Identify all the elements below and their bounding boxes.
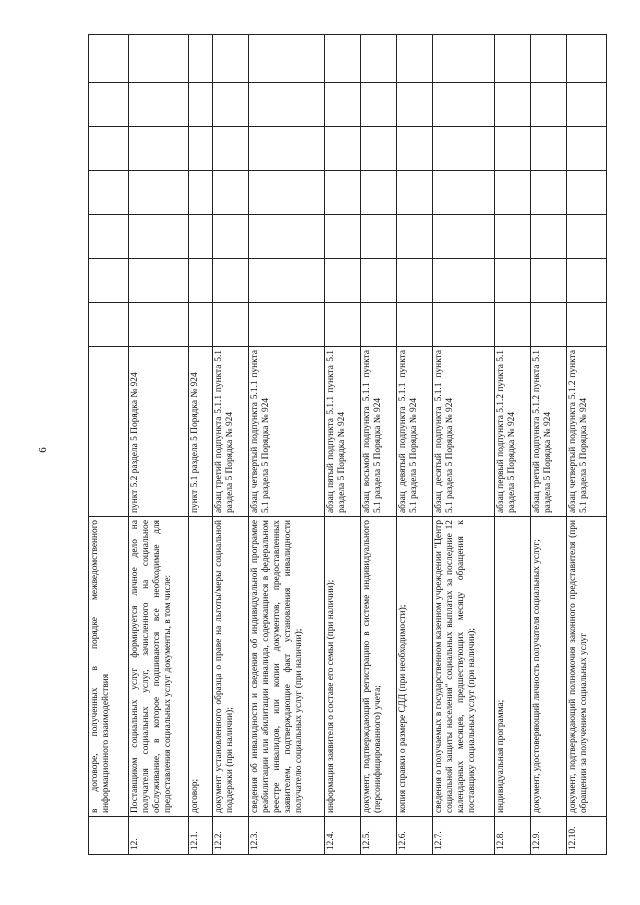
empty-cell	[213, 303, 249, 347]
row-description: индивидуальная программа;	[495, 517, 531, 817]
row-number: 12.4.	[325, 817, 361, 855]
empty-cell	[531, 83, 567, 127]
empty-cell	[361, 35, 397, 83]
empty-cell	[531, 215, 567, 259]
empty-cell	[495, 35, 531, 83]
table-row	[189, 35, 213, 855]
empty-cell	[397, 83, 433, 127]
empty-cell	[567, 215, 607, 259]
empty-cell	[89, 35, 129, 83]
empty-cell	[397, 35, 433, 83]
empty-cell	[361, 127, 397, 171]
empty-cell	[433, 303, 495, 347]
empty-cell	[249, 127, 325, 171]
row-description: документ, подтверждающий регистрацию в системе индивидуального (персонифицированного) учета;	[361, 517, 397, 817]
empty-cell	[213, 35, 249, 83]
empty-cell	[249, 215, 325, 259]
row-number: 12.	[129, 817, 189, 855]
empty-cell	[189, 259, 213, 303]
empty-cell	[249, 83, 325, 127]
requirements-table	[88, 34, 607, 855]
row-reference: абзац первый подпункта 5.1.2 пункта 5.1 раздела 5 Порядка № 924	[495, 347, 531, 517]
row-description: Поставщиком социальных услуг формируется личное дело на получателя социальных услуг, зачисленного на социальное обслуживание, в которое подшиваются все необходимые для предоставления социальных услуг документы, в том числе:	[129, 517, 189, 817]
row-reference: абзац третий подпункта 5.1.2 пункта 5.1 раздела 5 Порядка № 924	[531, 347, 567, 517]
row-reference: абзац пятый подпункта 5.1.1 пункта 5.1 раздела 5 Порядка № 924	[325, 347, 361, 517]
empty-cell	[89, 127, 129, 171]
empty-cell	[89, 215, 129, 259]
row-reference: абзац четвертый подпункта 5.1.1 пункта 5.1 раздела 5 Порядка № 924	[249, 347, 325, 517]
row-number	[89, 817, 129, 855]
empty-cell	[325, 303, 361, 347]
row-description: информация заявителя о составе его семьи (при наличии);	[325, 517, 361, 817]
row-reference: абзац четвертый подпункта 5.1.2 пункта 5.1 раздела 5 Порядка № 924	[567, 347, 607, 517]
table-row	[213, 35, 249, 855]
empty-cell	[189, 171, 213, 215]
row-reference: абзац третий подпункта 5.1.1 пункта 5.1 раздела 5 Порядка № 924	[213, 347, 249, 517]
empty-cell	[129, 171, 189, 215]
empty-cell	[129, 303, 189, 347]
empty-cell	[361, 259, 397, 303]
empty-cell	[361, 303, 397, 347]
empty-cell	[433, 35, 495, 83]
row-description: документ, подтверждающий полномочия законного представителя (при обращении за получением социальных услуг	[567, 517, 607, 817]
table-row	[129, 35, 189, 855]
empty-cell	[567, 303, 607, 347]
empty-cell	[89, 259, 129, 303]
empty-cell	[397, 259, 433, 303]
table-body	[89, 35, 607, 855]
empty-cell	[531, 127, 567, 171]
table-row	[531, 35, 567, 855]
empty-cell	[495, 259, 531, 303]
row-description: сведения об инвалидности и сведения об индивидуальной программе реабилитации или абилитации инвалида, содержащиеся в федеральном реестре инвалидов, или копии документов, предоставленных заявителем, подтверждающие факт установления инвалидности получателю социальных услуг (при наличии);	[249, 517, 325, 817]
row-description: документ установленного образца о праве на льготы/меры социальной поддержки (при наличии);	[213, 517, 249, 817]
row-reference: абзац десятый подпункта 5.1.1 пункта 5.1 раздела 5 Порядка № 924	[433, 347, 495, 517]
empty-cell	[433, 215, 495, 259]
empty-cell	[495, 171, 531, 215]
empty-cell	[189, 83, 213, 127]
row-reference: пункт 5.2 раздела 5 Порядка № 924	[129, 347, 189, 517]
empty-cell	[361, 215, 397, 259]
empty-cell	[567, 83, 607, 127]
table-row	[89, 35, 129, 855]
empty-cell	[325, 259, 361, 303]
row-number: 12.10.	[567, 817, 607, 855]
empty-cell	[531, 171, 567, 215]
row-reference: абзац девятый подпункта 5.1.1 пункта 5.1 раздела 5 Порядка № 924	[397, 347, 433, 517]
row-number: 12.8.	[495, 817, 531, 855]
page-number: 6	[36, 447, 49, 453]
row-number: 12.9.	[531, 817, 567, 855]
empty-cell	[213, 127, 249, 171]
table-row	[567, 35, 607, 855]
empty-cell	[361, 83, 397, 127]
empty-cell	[129, 35, 189, 83]
empty-cell	[129, 259, 189, 303]
row-description: документ, удостоверяющий личность получателя социальных услуг;	[531, 517, 567, 817]
empty-cell	[495, 127, 531, 171]
empty-cell	[129, 127, 189, 171]
table-row	[495, 35, 531, 855]
empty-cell	[213, 259, 249, 303]
empty-cell	[433, 171, 495, 215]
row-number: 12.5.	[361, 817, 397, 855]
empty-cell	[361, 171, 397, 215]
empty-cell	[433, 83, 495, 127]
empty-cell	[531, 259, 567, 303]
table-row	[361, 35, 397, 855]
empty-cell	[189, 127, 213, 171]
empty-cell	[567, 171, 607, 215]
row-reference	[89, 347, 129, 517]
empty-cell	[213, 171, 249, 215]
empty-cell	[189, 35, 213, 83]
empty-cell	[249, 171, 325, 215]
row-number: 12.2.	[213, 817, 249, 855]
row-reference: пункт 5.1 раздела 5 Порядка № 924	[189, 347, 213, 517]
empty-cell	[89, 171, 129, 215]
empty-cell	[495, 303, 531, 347]
empty-cell	[213, 83, 249, 127]
row-description: договор;	[189, 517, 213, 817]
row-number: 12.1.	[189, 817, 213, 855]
empty-cell	[397, 303, 433, 347]
empty-cell	[325, 127, 361, 171]
empty-cell	[531, 35, 567, 83]
empty-cell	[129, 215, 189, 259]
empty-cell	[495, 83, 531, 127]
table-row	[249, 35, 325, 855]
empty-cell	[249, 303, 325, 347]
row-description: в договоре, полученных в порядке межведомственного информационного взаимодействия	[89, 517, 129, 817]
table-row	[325, 35, 361, 855]
empty-cell	[397, 215, 433, 259]
row-number: 12.6.	[397, 817, 433, 855]
empty-cell	[567, 127, 607, 171]
row-description: копия справки о размере СДД (при необходимости);	[397, 517, 433, 817]
empty-cell	[213, 215, 249, 259]
empty-cell	[567, 35, 607, 83]
empty-cell	[325, 35, 361, 83]
empty-cell	[189, 215, 213, 259]
document-table-wrapper	[88, 35, 588, 855]
empty-cell	[433, 259, 495, 303]
empty-cell	[189, 303, 213, 347]
row-description: сведения о получаемых в государственном казенном учреждении "Центр социальной защиты населения" социальных выплатах за последние 12 календарных месяцев, предшествующих месяцу обращения к поставщику социальных услуг (при наличии);	[433, 517, 495, 817]
empty-cell	[325, 83, 361, 127]
empty-cell	[129, 83, 189, 127]
empty-cell	[325, 171, 361, 215]
empty-cell	[567, 259, 607, 303]
empty-cell	[325, 215, 361, 259]
row-number: 12.3.	[249, 817, 325, 855]
empty-cell	[531, 303, 567, 347]
empty-cell	[89, 303, 129, 347]
row-number: 12.7.	[433, 817, 495, 855]
empty-cell	[89, 83, 129, 127]
empty-cell	[249, 35, 325, 83]
empty-cell	[397, 127, 433, 171]
empty-cell	[249, 259, 325, 303]
empty-cell	[495, 215, 531, 259]
row-reference: абзац восьмой подпункта 5.1.1 пункта 5.1 раздела 5 Порядка № 924	[361, 347, 397, 517]
table-row	[397, 35, 433, 855]
table-row	[433, 35, 495, 855]
empty-cell	[397, 171, 433, 215]
empty-cell	[433, 127, 495, 171]
